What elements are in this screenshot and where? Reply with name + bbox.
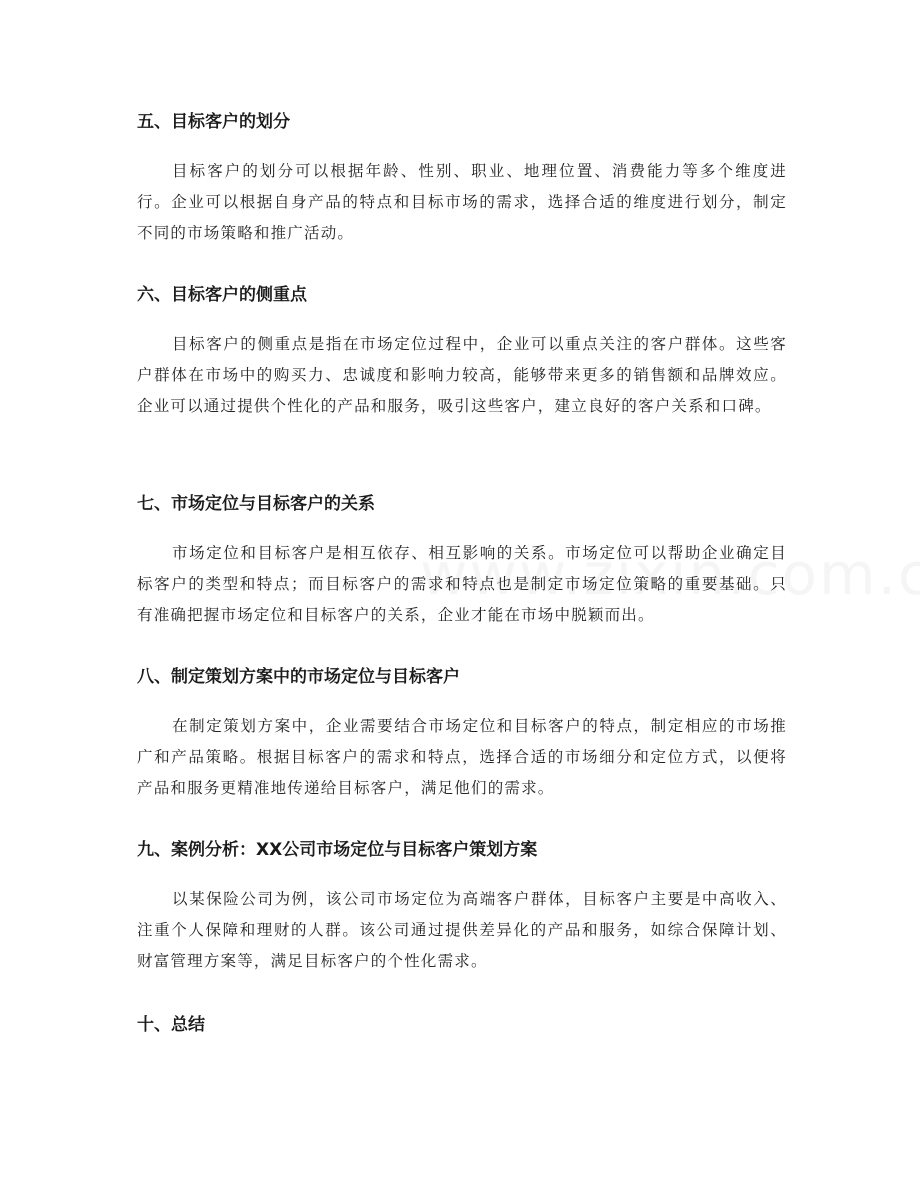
section-heading: 九、案例分析：XX公司市场定位与目标客户策划方案 [137, 840, 538, 860]
section-heading: 八、制定策划方案中的市场定位与目标客户 [137, 667, 460, 687]
section-7 [137, 492, 787, 631]
section-heading: 六、目标客户的侧重点 [137, 285, 307, 305]
section-5 [137, 110, 787, 249]
section-10 [137, 1013, 787, 1037]
section-8 [137, 665, 787, 804]
section-paragraph: 市场定位和目标客户是相互依存、相互影响的关系。市场定位可以帮助企业确定目标客户的类型和特点；而目标客户的需求和特点也是制定市场定位策略的重要基础。只有准确把握市场定位和目标客户的关系，企业才能在市场中脱颖而出。 [137, 544, 787, 624]
section-6 [137, 283, 787, 422]
section-heading: 七、市场定位与目标客户的关系 [137, 494, 375, 514]
section-paragraph: 以某保险公司为例，该公司市场定位为高端客户群体，目标客户主要是中高收入、注重个人保障和理财的人群。该公司通过提供差异化的产品和服务，如综合保障计划、财富管理方案等，满足目标客户的个性化需求。 [137, 890, 787, 970]
section-paragraph: 目标客户的划分可以根据年龄、性别、职业、地理位置、消费能力等多个维度进行。企业可以根据自身产品的特点和目标市场的需求，选择合适的维度进行划分，制定不同的市场策略和推广活动。 [137, 162, 787, 242]
section-9 [137, 838, 787, 977]
section-heading: 十、总结 [137, 1015, 205, 1035]
section-paragraph: 在制定策划方案中，企业需要结合市场定位和目标客户的特点，制定相应的市场推广和产品策略。根据目标客户的需求和特点，选择合适的市场细分和定位方式，以便将产品和服务更精准地传递给目标客户，满足他们的需求。 [137, 717, 787, 797]
section-paragraph: 目标客户的侧重点是指在市场定位过程中，企业可以重点关注的客户群体。这些客户群体在市场中的购买力、忠诚度和影响力较高，能够带来更多的销售额和品牌效应。企业可以通过提供个性化的产品和服务，吸引这些客户，建立良好的客户关系和口碑。 [137, 335, 787, 415]
section-heading: 五、目标客户的划分 [137, 112, 290, 132]
